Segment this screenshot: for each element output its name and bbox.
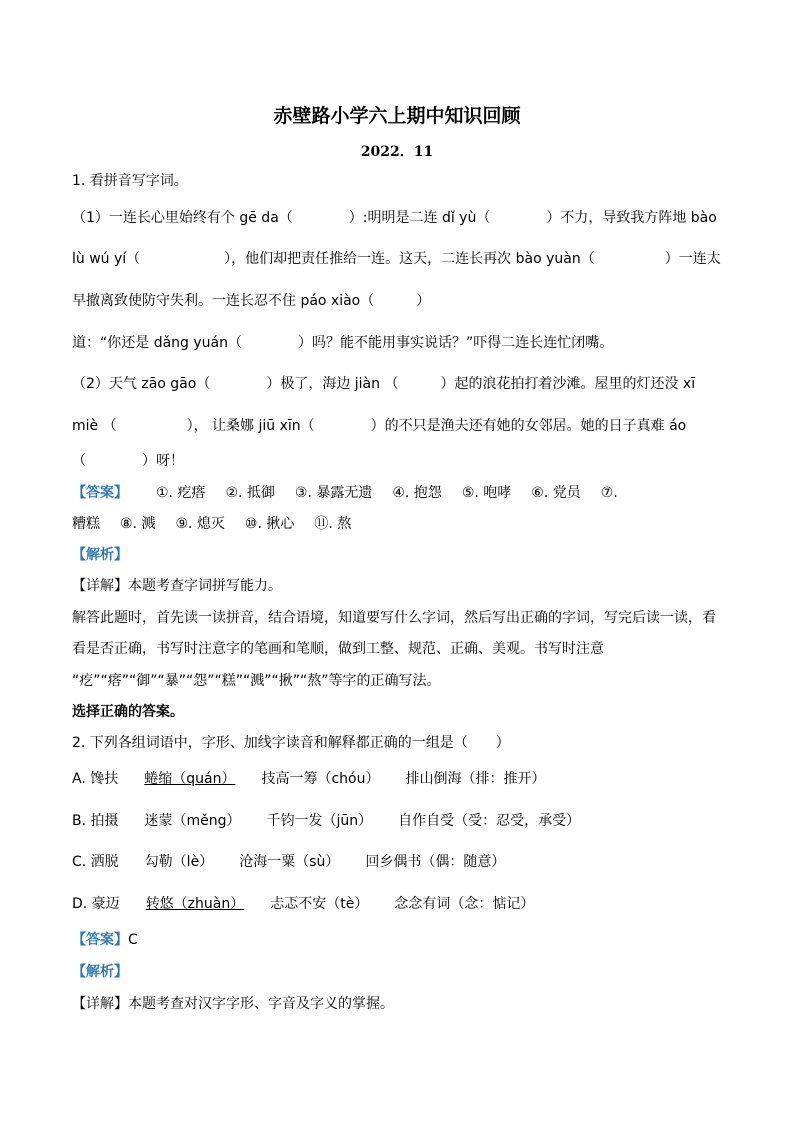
q2-option-a — [72, 770, 732, 788]
q1-stem: 1. 看拼音写字词。 — [72, 173, 188, 189]
document-title: 赤壁路小学六上期中知识回顾 — [273, 105, 521, 127]
document-date: 2022．11 — [360, 144, 434, 160]
option-word: 技高一筹（chóu） — [261, 771, 380, 787]
option-word: 念念有词（念：惦记） — [394, 896, 535, 912]
q1-explain-line2: 看是否正确，书写时注意字的笔画和笔顺，做到工整、规范、正确、美观。书写时注意 — [72, 641, 604, 657]
analysis-label: 【解析】 — [72, 964, 128, 980]
detail-text: 本题考查对汉字字形、字音及字义的掌握。 — [128, 996, 394, 1012]
q2-option-d — [72, 895, 732, 913]
option-word: 千钧一发（jūn） — [266, 813, 373, 829]
answer-item: ⑥. 党员 — [531, 485, 581, 501]
option-word: 沧海一粟（sù） — [239, 854, 340, 870]
answer-item: ⑨. 熄灭 — [175, 516, 225, 532]
option-word: 自作自受（受：忍受，承受） — [398, 813, 581, 829]
option-word: 忐忑不安（tè） — [270, 896, 369, 912]
option-word: 排山倒海（排：推开） — [405, 771, 546, 787]
answer-label: 【答案】 — [72, 932, 128, 948]
option-word: 勾勒（lè） — [144, 854, 214, 870]
q2-detail — [72, 995, 732, 1013]
q2-option-c — [72, 853, 732, 871]
answer-item: ⑪. 熬 — [314, 516, 352, 532]
option-word: 迷蒙（měng） — [144, 813, 241, 829]
option-word: 蜷缩（quán） — [144, 771, 236, 787]
option-word: 转悠（zhuàn） — [145, 896, 245, 912]
answer-item: ⑧. 溅 — [120, 516, 156, 532]
answer-item: ⑩. 揪心 — [244, 516, 295, 532]
answer-list — [72, 516, 351, 532]
option-word: A. 馋扶 — [72, 771, 119, 787]
q1-answers-line1 — [72, 484, 732, 502]
answer-item: ②. 抵御 — [225, 485, 275, 501]
answer-item: ①. 疙瘩 — [156, 485, 206, 501]
q2-answer — [72, 931, 732, 949]
q2-option-b — [72, 812, 732, 830]
answer-item: ④. 抱怨 — [392, 485, 442, 501]
option-word: D. 豪迈 — [72, 896, 120, 912]
q1-para1-line4: 道：“你还是 dǎng yuán（ ）吗？能不能用事实说话？”吓得二连长连忙闭嘴。 — [72, 335, 614, 351]
answer-item: ⑦. — [600, 485, 618, 501]
q1-para1-line1: （1）一连长心里始终有个 gē da（ ）:明明是二连 dǐ yù（ ）不力，导致我方阵地 bào — [72, 210, 717, 226]
q1-para2-line2: miè （ ）， 让桑娜 jiū xīn（ ）的不只是渔夫还有她的女邻居。她的日子真难 áo — [72, 418, 687, 434]
q1-analysis-label — [72, 546, 732, 564]
q1-answers-line2 — [72, 515, 732, 533]
answer-list — [156, 485, 618, 501]
q1-para2-line3: （ ）呀！ — [72, 453, 184, 469]
q1-para1-line3: 早撤离致使防守失利。一连长忍不住 páo xiào（ ） — [72, 293, 431, 309]
section-heading: 选择正确的答案。 — [72, 704, 184, 720]
option-word: B. 拍摄 — [72, 813, 119, 829]
q1-para1-line2: lù wú yí（ ），他们却把责任推给一连。这天，二连长再次 bào yuàn（ ）一连太 — [72, 251, 721, 267]
detail-label: 【详解】 — [72, 996, 128, 1012]
detail-text: 本题考查字词拼写能力。 — [128, 578, 282, 594]
answer-value: C — [128, 932, 138, 948]
option-word: C. 洒脱 — [72, 854, 119, 870]
answer-label: 【答案】 — [72, 485, 128, 501]
answer-item: 糟糕 — [72, 516, 100, 532]
option-word: 回乡偶书（偶：随意） — [365, 854, 506, 870]
detail-label: 【详解】 — [72, 578, 128, 594]
q1-explain-line3: “疙”“瘩”“御”“暴”“怨”“糕”“溅”“揪”“熬”等字的正确写法。 — [72, 673, 441, 689]
q1-para2-line1: （2）天气 zāo gāo（ ）极了，海边 jiàn （ ）起的浪花拍打着沙滩。屋里的灯还没 xī — [72, 376, 696, 392]
analysis-label: 【解析】 — [72, 547, 128, 563]
answer-item: ③. 暴露无遗 — [294, 485, 373, 501]
answer-item: ⑤. 咆哮 — [461, 485, 512, 501]
q2-stem: 2. 下列各组词语中，字形、加线字读音和解释都正确的一组是（ ） — [72, 735, 510, 751]
q2-analysis-label — [72, 963, 732, 981]
q1-detail — [72, 577, 732, 595]
q1-explain-line1: 解答此题时，首先读一读拼音，结合语境，知道要写什么字词，然后写出正确的字词，写完后读一读，看 — [72, 610, 716, 626]
